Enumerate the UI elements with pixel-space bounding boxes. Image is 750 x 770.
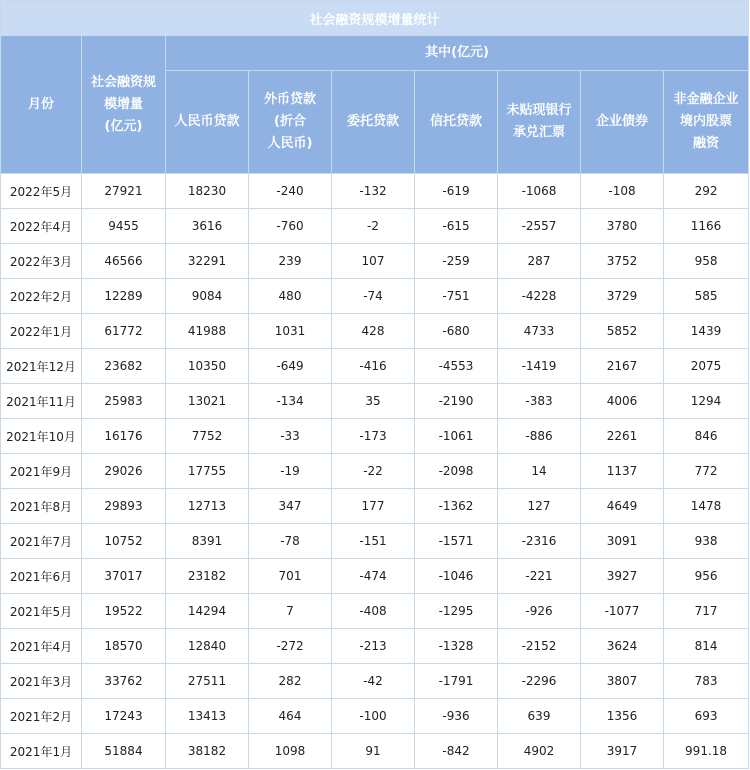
cell-value: -2316 (498, 524, 581, 559)
header-line: (折合 (274, 114, 306, 129)
header-total-line: (亿元) (104, 118, 143, 134)
cell-value: 46566 (82, 244, 166, 279)
cell-value: -408 (332, 594, 415, 629)
table-row (1, 279, 749, 314)
header-total (82, 36, 166, 174)
cell-value: 717 (664, 594, 749, 629)
cell-month: 2021年2月 (1, 699, 82, 734)
cell-value: 2075 (664, 349, 749, 384)
cell-value: 292 (664, 174, 749, 209)
cell-value: 29893 (82, 489, 166, 524)
cell-value: 37017 (82, 559, 166, 594)
cell-value: -1046 (415, 559, 498, 594)
cell-value: 12289 (82, 279, 166, 314)
cell-month: 2022年3月 (1, 244, 82, 279)
cell-value: 639 (498, 699, 581, 734)
cell-value: 13021 (166, 384, 249, 419)
cell-value: -78 (249, 524, 332, 559)
cell-value: 3624 (581, 629, 664, 664)
table-row (1, 699, 749, 734)
table-row (1, 629, 749, 664)
cell-value: 2167 (581, 349, 664, 384)
cell-value: 991.18 (664, 734, 749, 769)
cell-value: 7 (249, 594, 332, 629)
cell-month: 2021年11月 (1, 384, 82, 419)
cell-value: -19 (249, 454, 332, 489)
cell-value: 33762 (82, 664, 166, 699)
cell-value: -2190 (415, 384, 498, 419)
cell-value: 3616 (166, 209, 249, 244)
cell-value: -213 (332, 629, 415, 664)
header-bankers-acceptance (498, 71, 581, 174)
table-row (1, 209, 749, 244)
cell-value: 701 (249, 559, 332, 594)
cell-value: 814 (664, 629, 749, 664)
cell-value: 13413 (166, 699, 249, 734)
cell-month: 2021年6月 (1, 559, 82, 594)
header-rmb-loans (166, 71, 249, 174)
cell-value: 18570 (82, 629, 166, 664)
cell-value: 32291 (166, 244, 249, 279)
header-line: 人民币贷款 (174, 114, 240, 129)
table-row (1, 489, 749, 524)
cell-value: -42 (332, 664, 415, 699)
cell-value: 3091 (581, 524, 664, 559)
cell-value: -134 (249, 384, 332, 419)
cell-value: 41988 (166, 314, 249, 349)
cell-value: 1031 (249, 314, 332, 349)
cell-value: 91 (332, 734, 415, 769)
table-row (1, 734, 749, 769)
table-row (1, 349, 749, 384)
cell-value: 3780 (581, 209, 664, 244)
table-title: 社会融资规模增量统计 (1, 1, 749, 36)
cell-value: -649 (249, 349, 332, 384)
header-trust-loans (415, 71, 498, 174)
cell-value: 239 (249, 244, 332, 279)
header-line: 非金融企业 (673, 92, 739, 107)
cell-value: -886 (498, 419, 581, 454)
cell-value: 282 (249, 664, 332, 699)
cell-value: -615 (415, 209, 498, 244)
header-line: 外币贷款 (263, 92, 316, 107)
header-line: 委托贷款 (346, 114, 399, 129)
cell-value: 1478 (664, 489, 749, 524)
cell-value: -760 (249, 209, 332, 244)
cell-value: 107 (332, 244, 415, 279)
cell-value: -22 (332, 454, 415, 489)
cell-month: 2022年5月 (1, 174, 82, 209)
cell-month: 2022年2月 (1, 279, 82, 314)
cell-month: 2021年10月 (1, 419, 82, 454)
cell-value: -383 (498, 384, 581, 419)
cell-value: 12713 (166, 489, 249, 524)
cell-value: -151 (332, 524, 415, 559)
header-group: 其中(亿元) (166, 36, 749, 71)
cell-month: 2022年4月 (1, 209, 82, 244)
cell-value: 2261 (581, 419, 664, 454)
cell-value: 35 (332, 384, 415, 419)
cell-value: 19522 (82, 594, 166, 629)
cell-value: 23182 (166, 559, 249, 594)
header-equity-financing (664, 71, 749, 174)
cell-value: -2098 (415, 454, 498, 489)
table-row (1, 384, 749, 419)
table-row (1, 314, 749, 349)
cell-value: 4649 (581, 489, 664, 524)
cell-value: -2152 (498, 629, 581, 664)
cell-value: -4553 (415, 349, 498, 384)
cell-value: 480 (249, 279, 332, 314)
table-row (1, 524, 749, 559)
cell-value: 1098 (249, 734, 332, 769)
cell-value: 1294 (664, 384, 749, 419)
header-line: 未贴现银行 (506, 103, 572, 118)
cell-value: 14294 (166, 594, 249, 629)
cell-value: 958 (664, 244, 749, 279)
cell-value: 3807 (581, 664, 664, 699)
cell-value: -74 (332, 279, 415, 314)
cell-month: 2021年9月 (1, 454, 82, 489)
table-body (1, 174, 749, 769)
cell-value: -842 (415, 734, 498, 769)
header-line: 企业债券 (595, 114, 648, 129)
header-entrusted-loans (332, 71, 415, 174)
cell-month: 2021年4月 (1, 629, 82, 664)
cell-value: -173 (332, 419, 415, 454)
cell-value: -33 (249, 419, 332, 454)
cell-value: -680 (415, 314, 498, 349)
table-row (1, 174, 749, 209)
cell-value: -1328 (415, 629, 498, 664)
cell-value: -1068 (498, 174, 581, 209)
cell-value: -1061 (415, 419, 498, 454)
cell-value: 1439 (664, 314, 749, 349)
header-foreign-loans (249, 71, 332, 174)
cell-month: 2021年12月 (1, 349, 82, 384)
cell-value: 585 (664, 279, 749, 314)
cell-value: 10752 (82, 524, 166, 559)
cell-value: 23682 (82, 349, 166, 384)
table-row (1, 244, 749, 279)
cell-value: 3927 (581, 559, 664, 594)
header-month: 月份 (1, 36, 82, 174)
cell-value: 938 (664, 524, 749, 559)
cell-value: -1362 (415, 489, 498, 524)
cell-value: 1356 (581, 699, 664, 734)
header-line: 境内股票 (680, 114, 733, 129)
cell-value: 17755 (166, 454, 249, 489)
cell-value: -1571 (415, 524, 498, 559)
cell-value: 16176 (82, 419, 166, 454)
cell-value: -259 (415, 244, 498, 279)
header-line: 承兑汇票 (512, 125, 565, 140)
cell-value: 61772 (82, 314, 166, 349)
cell-value: 7752 (166, 419, 249, 454)
cell-value: -221 (498, 559, 581, 594)
header-corporate-bonds (581, 71, 664, 174)
cell-value: 1137 (581, 454, 664, 489)
table-row (1, 664, 749, 699)
cell-value: 4902 (498, 734, 581, 769)
cell-value: -416 (332, 349, 415, 384)
cell-value: 347 (249, 489, 332, 524)
table-row (1, 559, 749, 594)
cell-value: 956 (664, 559, 749, 594)
header-total-line: 模增量 (103, 96, 143, 112)
cell-value: 27921 (82, 174, 166, 209)
cell-month: 2022年1月 (1, 314, 82, 349)
cell-value: -100 (332, 699, 415, 734)
cell-value: -619 (415, 174, 498, 209)
cell-value: 693 (664, 699, 749, 734)
cell-value: 9084 (166, 279, 249, 314)
cell-value: 4733 (498, 314, 581, 349)
cell-value: -474 (332, 559, 415, 594)
cell-value: 4006 (581, 384, 664, 419)
cell-value: 177 (332, 489, 415, 524)
cell-value: 29026 (82, 454, 166, 489)
cell-value: 783 (664, 664, 749, 699)
table-row (1, 454, 749, 489)
cell-month: 2021年8月 (1, 489, 82, 524)
cell-value: -926 (498, 594, 581, 629)
cell-value: 25983 (82, 384, 166, 419)
cell-value: 3752 (581, 244, 664, 279)
cell-value: 464 (249, 699, 332, 734)
cell-value: -132 (332, 174, 415, 209)
cell-month: 2021年3月 (1, 664, 82, 699)
cell-value: 5852 (581, 314, 664, 349)
cell-value: -240 (249, 174, 332, 209)
header-line: 信托贷款 (429, 114, 482, 129)
cell-value: -4228 (498, 279, 581, 314)
cell-value: 51884 (82, 734, 166, 769)
cell-value: -2296 (498, 664, 581, 699)
cell-value: 772 (664, 454, 749, 489)
header-total-line: 社会融资规 (90, 74, 156, 90)
cell-value: 9455 (82, 209, 166, 244)
table-row (1, 594, 749, 629)
cell-value: -1419 (498, 349, 581, 384)
cell-value: -751 (415, 279, 498, 314)
table-row (1, 419, 749, 454)
cell-value: 27511 (166, 664, 249, 699)
cell-value: -2557 (498, 209, 581, 244)
cell-value: -1791 (415, 664, 498, 699)
cell-value: 17243 (82, 699, 166, 734)
cell-value: 12840 (166, 629, 249, 664)
cell-value: 38182 (166, 734, 249, 769)
header-line: 人民币) (267, 136, 313, 151)
cell-value: 8391 (166, 524, 249, 559)
cell-value: -1295 (415, 594, 498, 629)
cell-month: 2021年1月 (1, 734, 82, 769)
cell-value: -272 (249, 629, 332, 664)
cell-value: -936 (415, 699, 498, 734)
cell-month: 2021年7月 (1, 524, 82, 559)
cell-value: -108 (581, 174, 664, 209)
cell-value: 3917 (581, 734, 664, 769)
cell-value: 3729 (581, 279, 664, 314)
cell-value: 18230 (166, 174, 249, 209)
cell-value: -2 (332, 209, 415, 244)
cell-value: 287 (498, 244, 581, 279)
cell-value: 1166 (664, 209, 749, 244)
cell-value: -1077 (581, 594, 664, 629)
header-line: 融资 (693, 136, 720, 151)
cell-value: 428 (332, 314, 415, 349)
cell-value: 127 (498, 489, 581, 524)
cell-value: 10350 (166, 349, 249, 384)
cell-value: 846 (664, 419, 749, 454)
cell-value: 14 (498, 454, 581, 489)
cell-month: 2021年5月 (1, 594, 82, 629)
